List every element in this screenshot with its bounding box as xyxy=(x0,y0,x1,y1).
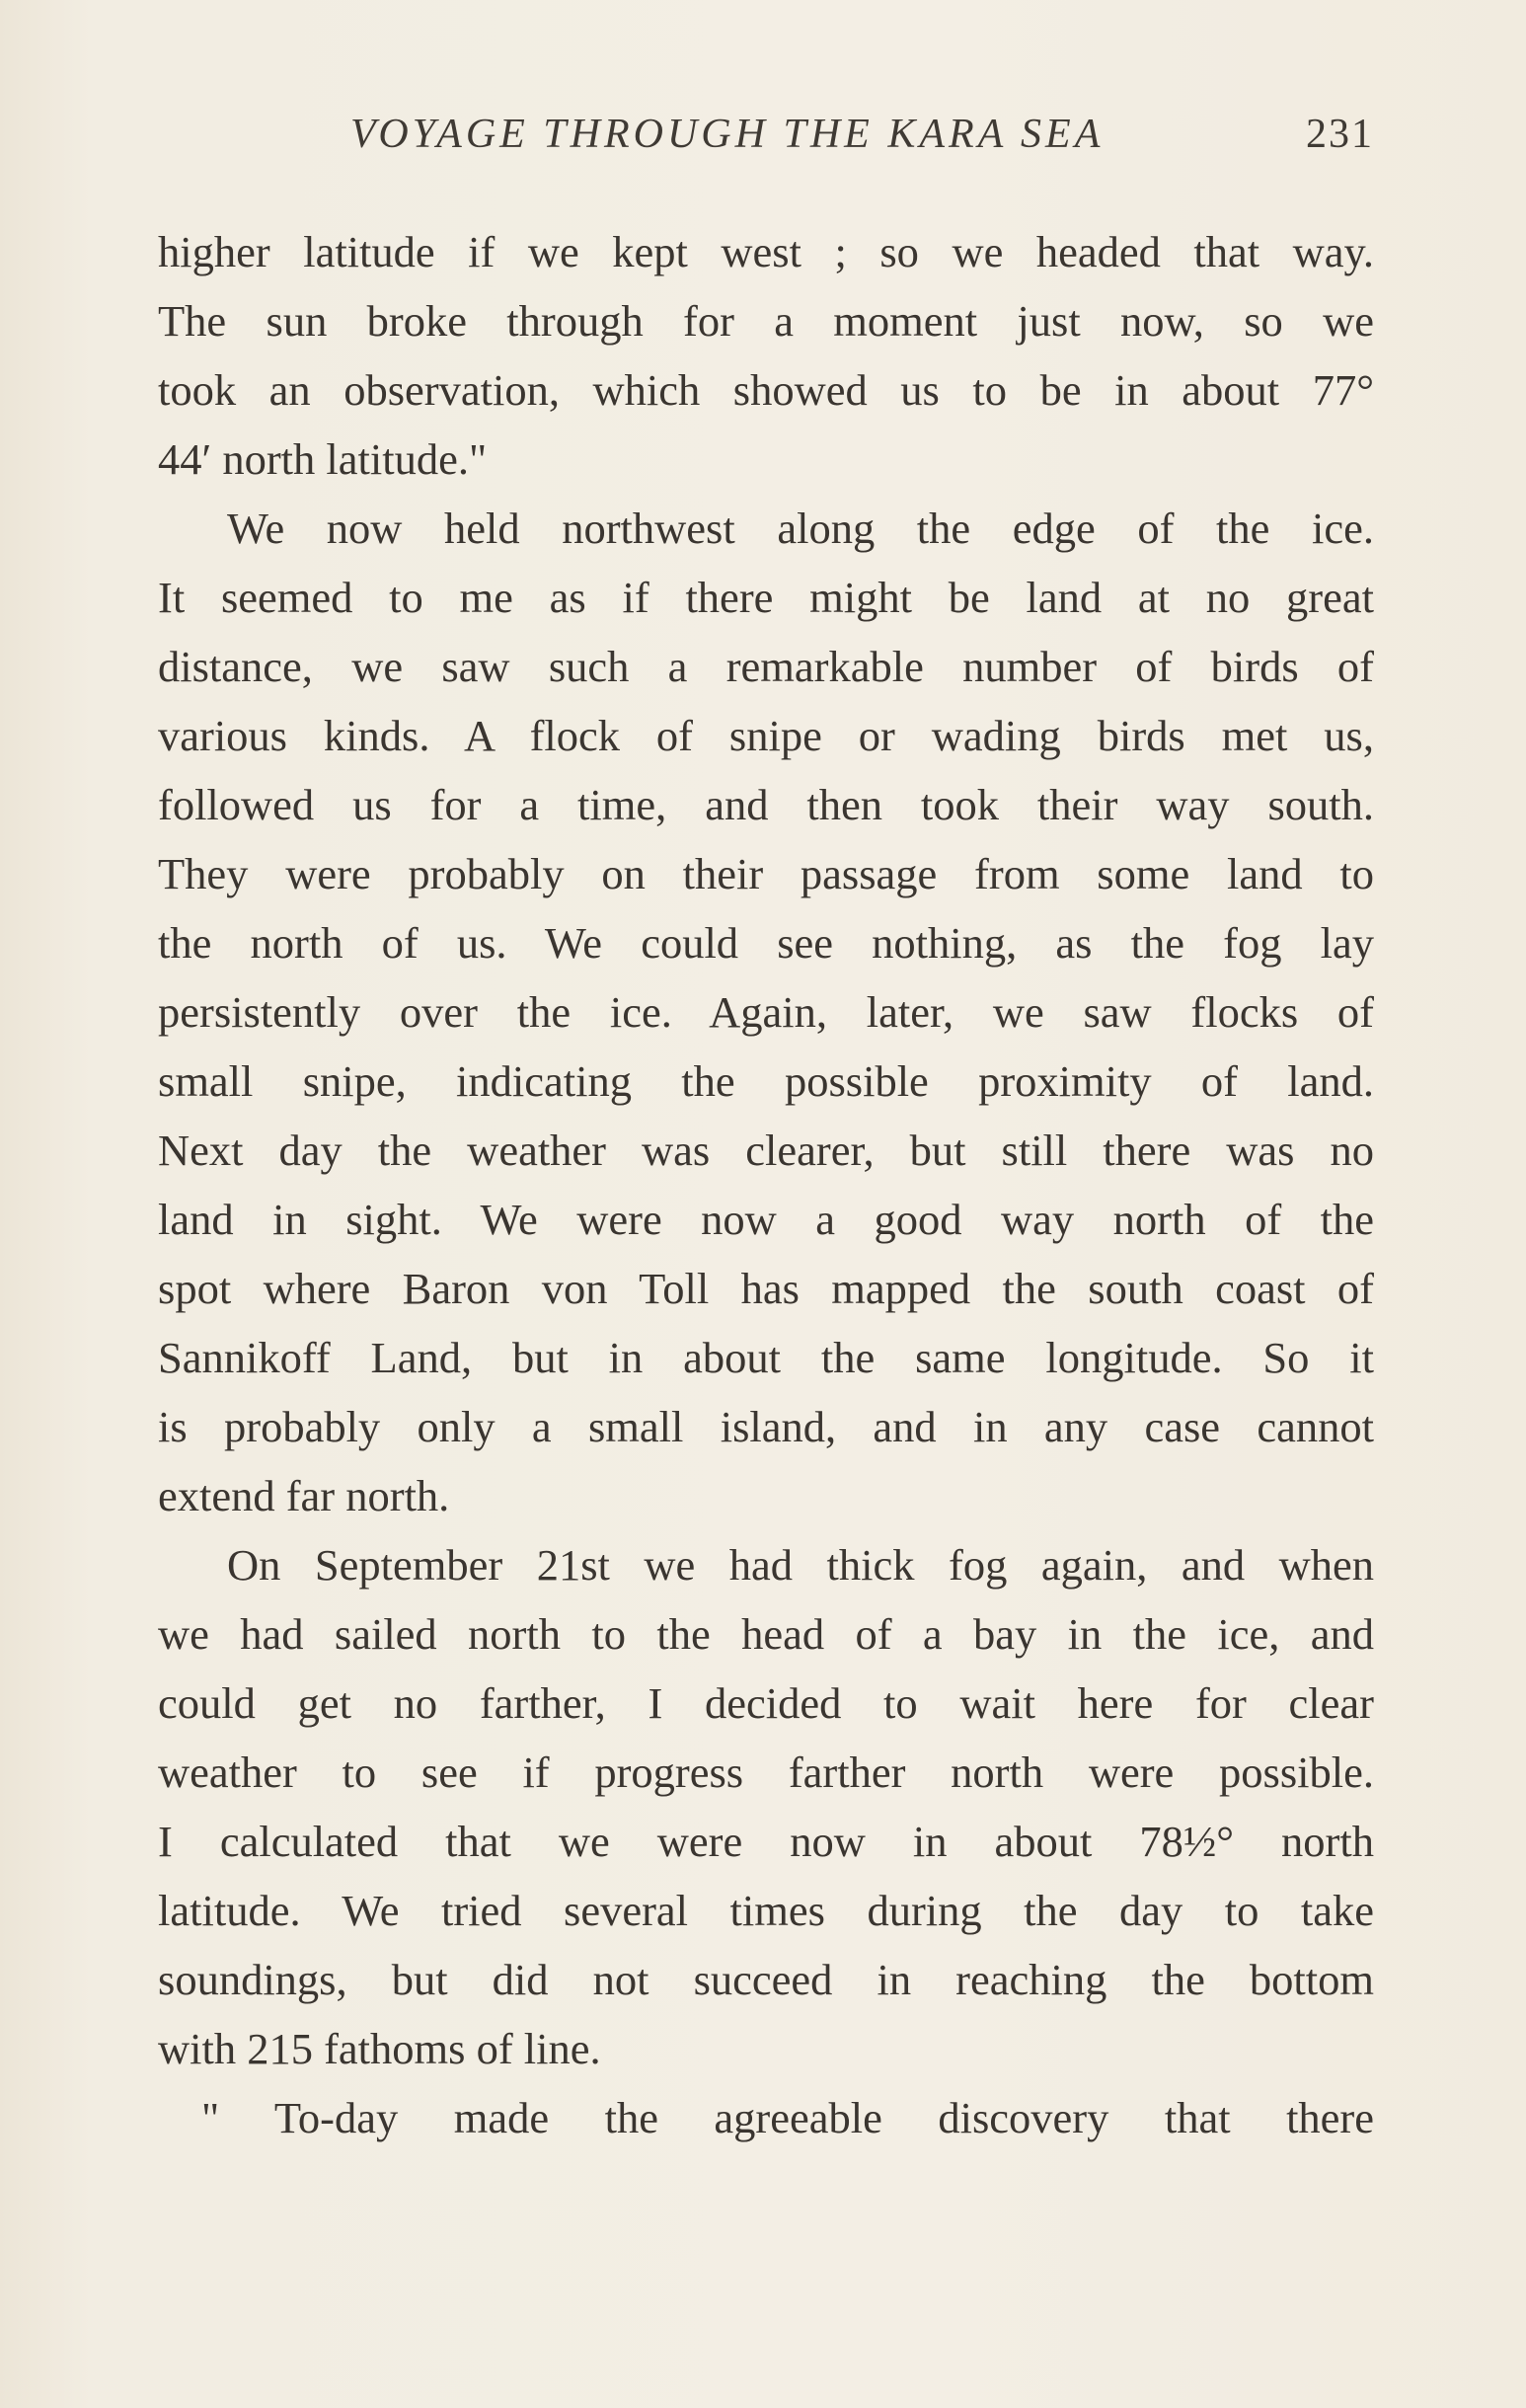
text-line: They were probably on their passage from some land to xyxy=(158,849,1374,898)
text-line: we had sailed north to the head of a bay in the ice, and xyxy=(158,1609,1374,1659)
text-line: various kinds. A flock of snipe or wading birds met us, xyxy=(158,711,1374,760)
text-line: persistently over the ice. Again, later, we saw flocks of xyxy=(158,987,1374,1037)
text-line: followed us for a time, and then took their way south. xyxy=(158,780,1374,829)
page-header xyxy=(158,111,1374,170)
text-line: We now held northwest along the edge of the ice. xyxy=(227,504,1374,553)
text-line: land in sight. We were now a good way north of the xyxy=(158,1195,1374,1244)
text-line: The sun broke through for a moment just now, so we xyxy=(158,296,1374,346)
text-line: I calculated that we were now in about 78½° north xyxy=(158,1817,1374,1866)
text-line: Next day the weather was clearer, but still there was no xyxy=(158,1126,1374,1175)
text-line: higher latitude if we kept west ; so we headed that way. xyxy=(158,227,1374,276)
text-line: Sannikoff Land, but in about the same longitude. So it xyxy=(158,1333,1374,1382)
text-line: could get no farther, I decided to wait here for clear xyxy=(158,1678,1374,1728)
text-line: It seemed to me as if there might be land at no great xyxy=(158,573,1374,622)
text-line: is probably only a small island, and in any case cannot xyxy=(158,1402,1374,1451)
text-line: 44′ north latitude." xyxy=(158,434,488,484)
text-line: weather to see if progress farther north were possible. xyxy=(158,1748,1374,1797)
text-line: On September 21st we had thick fog again, and when xyxy=(227,1540,1374,1590)
body-text xyxy=(158,217,1374,2152)
running-title: VOYAGE THROUGH THE KARA SEA xyxy=(350,112,1105,157)
text-line: soundings, but did not succeed in reaching the bottom xyxy=(158,1955,1374,2004)
page-number: 231 xyxy=(1306,112,1374,157)
text-line: spot where Baron von Toll has mapped the south coast of xyxy=(158,1264,1374,1313)
text-line: extend far north. xyxy=(158,1471,450,1520)
text-line: latitude. We tried several times during the day to take xyxy=(158,1886,1374,1935)
text-line: small snipe, indicating the possible proximity of land. xyxy=(158,1056,1374,1106)
text-line: the north of us. We could see nothing, as the fog lay xyxy=(158,918,1374,968)
text-line: distance, we saw such a remarkable number of birds of xyxy=(158,642,1374,691)
text-line: with 215 fathoms of line. xyxy=(158,2024,601,2073)
text-line: " To-day made the agreeable discovery that there xyxy=(201,2093,1374,2142)
text-line: took an observation, which showed us to be in about 77° xyxy=(158,365,1374,415)
